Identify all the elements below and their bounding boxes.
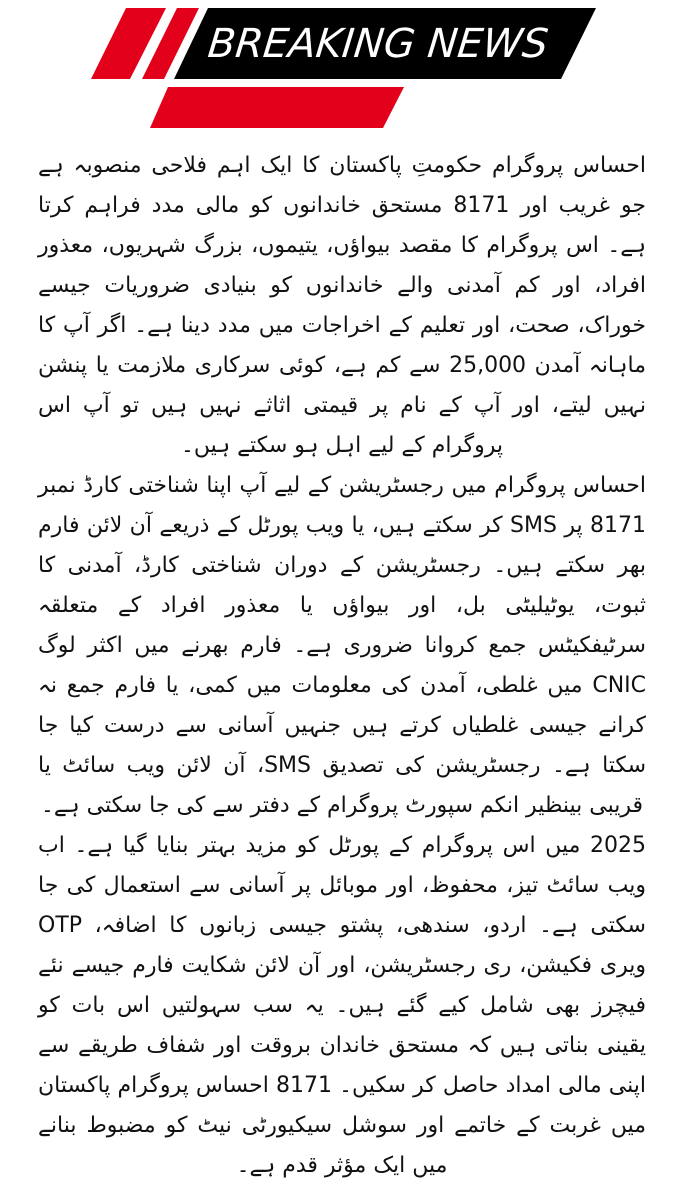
red-bar-bottom — [150, 87, 404, 128]
banner-title: BREAKING NEWS — [205, 21, 551, 67]
article-paragraph-registration: احساس پروگرام میں رجسٹریشن کے لیے آپ اپنا شناختی کارڈ نمبر 8171 پر SMS کر سکتے ہیں، یا ویب پورٹل کے ذریعے آن لائن فارم بھر سکتے ہیں۔ رجسٹریشن کے دوران شناختی کارڈ، آمدنی کا ثبوت، یوٹیلیٹی بل، اور بیواؤں یا معذور افراد کے متعلقہ سرٹیفکیٹس جمع کروانا ضروری ہے۔ فارم بھرنے میں اکثر لوگ CNIC میں غلطی، آمدن کی معلومات میں کمی، یا فارم جمع نہ کرانے جیسی غلطیاں کرتے ہیں جنہیں آسانی سے درست کیا جا سکتا ہے۔ رجسٹریشن کی تصدیق SMS، آن لائن ویب سائٹ یا قریبی بینظیر انکم سپورٹ پروگرام کے دفتر سے کی جا سکتی ہے۔ — [38, 473, 646, 818]
article-paragraph-portal-2025: 2025 میں اس پروگرام کے پورٹل کو مزید بہتر بنایا گیا ہے۔ اب ویب سائٹ تیز، محفوظ، اور موبائل پر آسانی سے استعمال کی جا سکتی ہے۔ اردو، سندھی، پشتو جیسی زبانوں کا اضافہ، OTP ویری فکیشن، ری رجسٹریشن، اور آن لائن شکایت فارم جیسے نئے فیچرز بھی شامل کیے گئے ہیں۔ یہ سب سہولتیں اس بات کو یقینی بناتی ہیں کہ مستحق خاندان بروقت اور شفاف طریقے سے اپنی مالی امداد حاصل کر سکیں۔ 8171 احساس پروگرام پاکستان میں غربت کے خاتمے اور سوشل سیکیورٹی نیٹ کو مضبوط بنانے میں ایک مؤثر قدم ہے۔ — [38, 833, 647, 1178]
article-body — [38, 146, 646, 1186]
article-paragraph-eligibility: احساس پروگرام حکومتِ پاکستان کا ایک اہم فلاحی منصوبہ ہے جو غریب اور 8171 مستحق خاندانوں کو مالی مدد فراہم کرتا ہے۔ اس پروگرام کا مقصد بیواؤں، یتیموں، بزرگ شہریوں، معذور افراد، اور کم آمدنی والے خاندانوں کو بنیادی ضروریات جیسے خوراک، صحت، اور تعلیم کے اخراجات میں مدد دینا ہے۔ اگر آپ کا ماہانہ آمدن 25,000 سے کم ہے، کوئی سرکاری ملازمت یا پنشن نہیں لیتے، اور آپ کے نام پر قیمتی اثاثے نہیں ہیں تو آپ اس پروگرام کے لیے اہل ہو سکتے ہیں۔ — [38, 153, 647, 458]
breaking-news-banner — [0, 0, 683, 140]
